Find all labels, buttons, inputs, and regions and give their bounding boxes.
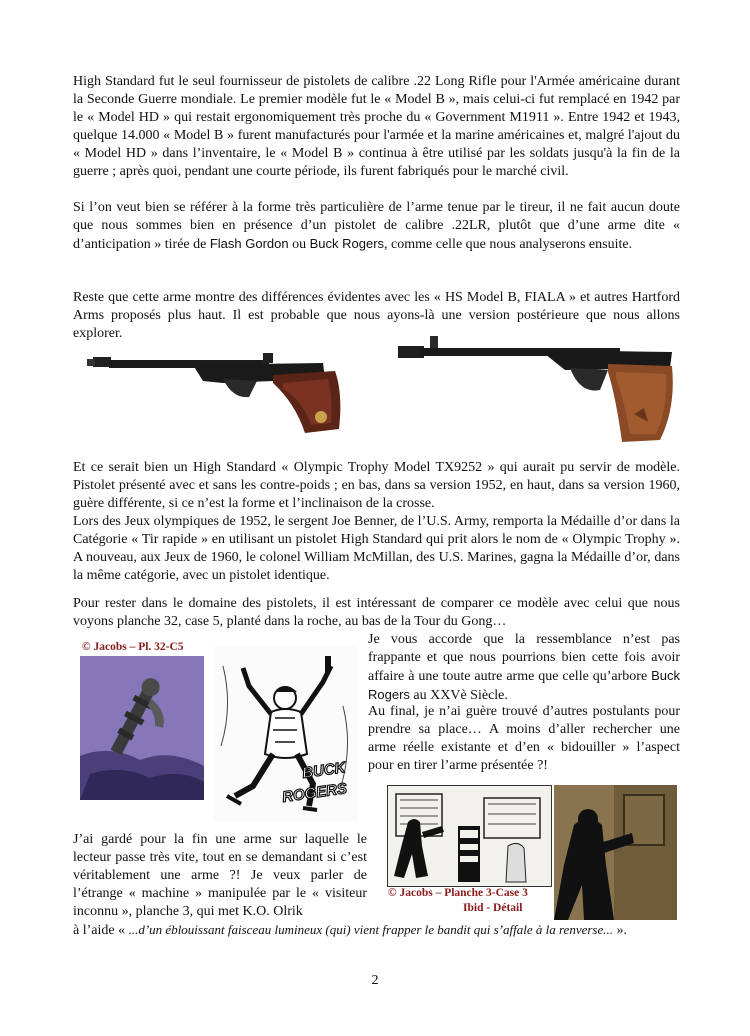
buck-logo-text-1: BUCK — [301, 759, 347, 782]
comic-panel-pistol-in-rock — [80, 656, 204, 800]
paragraph-beam-quote: à l’aide « ...d’un éblouissant faisceau lumineux (qui) vient frapper le bandit qui s’affale à la renverse... ». — [73, 922, 628, 938]
visitor-scene-icon — [388, 786, 551, 886]
caption-ibid-detail: Ibid - Détail — [463, 902, 523, 914]
buck-rogers-ref: Buck Rogers — [309, 236, 385, 251]
caption-jacobs-planche3: © Jacobs – Planche 3-Case 3 — [388, 887, 528, 899]
paragraph-olympic-trophy: Et ce serait bien un High Standard « Olympic Trophy Model TX9252 » qui aurait pu servir de modèle. Pistolet présenté avec et sans les contre-poids ; en bas, dans sa version 1952, en haut, dans sa version 1960, guère différente, si ce n’est la forme et l’inclinaison de la crosse. — [73, 460, 680, 511]
pistol-1960-icon — [73, 343, 355, 438]
pistol-photo-1952 — [390, 328, 680, 445]
pistol-photo-1960 — [73, 343, 355, 438]
paragraph-high-standard-history: High Standard fut le seul fournisseur de pistolets de calibre .22 Long Rifle pour l'Armée américaine durant la Seconde Guerre mondiale. Le premier modèle fut le « Model B », mais celui-ci fut remplacé en 1942 par le « Model HD » qui restait ergonomiquement très proche du « Government M1911 ». Entre 1942 et 1943, quelque 14.000 « Model B » furent manufacturés pour l'armée et la marine américaines et, malgré l'ajout du « Model HD » dans l’inventaire, le « Model B » continua à être utilisé par les soldats jusqu'à la fin de la guerre ; après quoi, pendant une courte période, ils furent fabriqués pour le marché civil. — [73, 74, 680, 179]
paragraph-resemblance: Je vous accorde que la ressemblance n’est pas frappante et que nous pourrions bien cette fois avoir affaire à une toute autre arme que celle qu’arbore Buck Rogers au XXVè Siècle. — [368, 632, 680, 703]
page-number: 2 — [371, 973, 379, 988]
buck-rogers-figure-icon — [213, 646, 357, 822]
paragraph-differences: Reste que cette arme montre des différences évidentes avec les « HS Model B, FIALA » et autres Hartford Arms proposés plus haut. Il est probable que nous ayons-là une version postérieure que nous allons explorer. — [73, 290, 680, 341]
buck-logo-text-2: ROGERS — [281, 780, 348, 806]
paragraph-last-weapon: J’ai gardé pour la fin une arme sur laquelle le lecteur passe très vite, tout en se demandant si c’est véritablement une arme ?! Je veux parler de l’étrange « machine » manipulée par le « visiteur inconnu », planche 3, qui met K.O. Olrik — [73, 832, 367, 919]
flash-gordon-ref: Flash Gordon — [209, 236, 289, 251]
comic-panel-planche3-case3 — [387, 785, 552, 887]
paragraph-pistol-identification: Si l’on veut bien se référer à la forme très particulière de l’arme tenue par le tireur, il ne fait aucun doute que nous sommes bien en présence d’un pistolet de calibre .22LR, plutôt que d’une arme dite « d’anticipation » tirée de Flash Gordon ou Buck Rogers, comme celle que nous analyserons ensuite. — [73, 200, 680, 252]
paragraph-olympic-games: Lors des Jeux olympiques de 1952, le sergent Joe Benner, de l’U.S. Army, remporta la Médaille d’or dans la Catégorie « Tir rapide » en utilisant un pistolet High Standard qui prit alors le nom de « Olympic Trophy ». A nouveau, aux Jeux de 1960, le colonel William McMillan, des U.S. Marines, gagna la Médaille d’or, dans la même catégorie, avec un pistolet identique. — [73, 514, 680, 583]
caption-jacobs-pl32: © Jacobs – Pl. 32-C5 — [82, 641, 184, 653]
buck-rogers-ref-2: Buck Rogers — [368, 668, 680, 702]
comic-panel-detail — [554, 785, 677, 920]
visitor-detail-icon — [554, 785, 677, 920]
pistol-in-rock-icon — [80, 656, 204, 800]
paragraph-compare-pistols: Pour rester dans le domaine des pistolets, il est intéressant de comparer ce modèle avec celui que nous voyons planche 32, case 5, planté dans la roche, au bas de la Tour du Gong… — [73, 596, 680, 629]
buck-rogers-illustration — [213, 646, 357, 822]
beam-quote: ...d’un éblouissant faisceau lumineux (qui) vient frapper le bandit qui s’affale à la renverse... — [128, 922, 614, 937]
pistol-1952-icon — [390, 328, 680, 445]
paragraph-other-candidates: Au final, je n’ai guère trouvé d’autres postulants pour prendre sa place… A moins d’aller rechercher une arme réelle existante et d’en « bidouiller » l’aspect pour en tirer l’arme présentée ?! — [368, 704, 680, 773]
